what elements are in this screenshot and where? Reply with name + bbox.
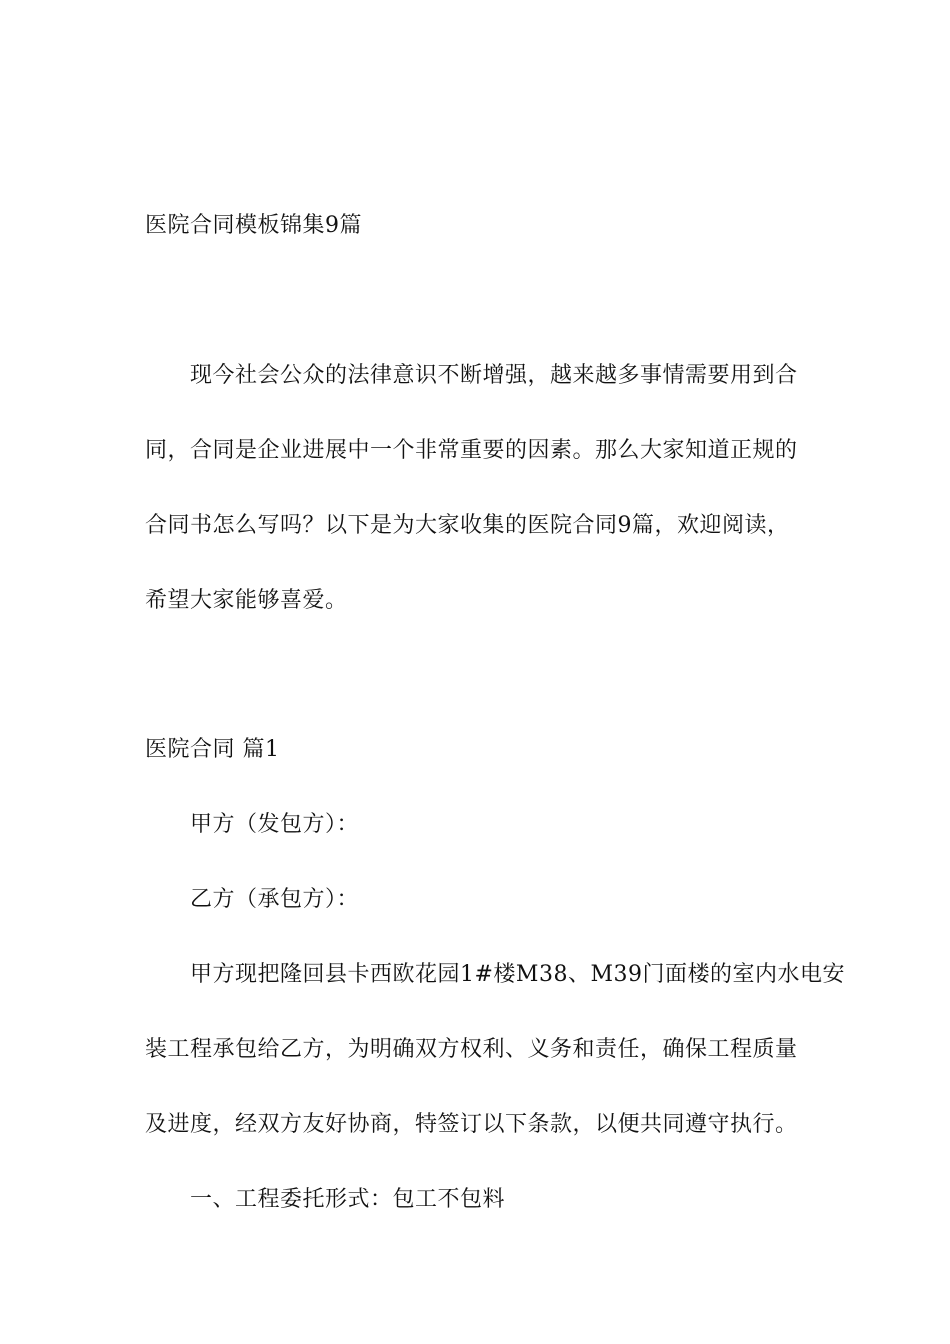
party-b-line: 乙方（承包方）： xyxy=(190,887,360,912)
intro-line-1: 现今社会公众的法律意识不断增强，越来越多事情需要用到合 xyxy=(190,363,798,388)
section-heading: 医院合同 篇1 xyxy=(145,737,280,762)
body-line-1: 甲方现把隆回县卡西欧花园1#楼M38、M39门面楼的室内水电安 xyxy=(190,962,845,987)
document-title: 医院合同模板锦集9篇 xyxy=(145,213,362,238)
clause-1: 一、工程委托形式：包工不包料 xyxy=(190,1187,506,1212)
intro-line-3: 合同书怎么写吗？以下是为大家收集的医院合同9篇，欢迎阅读， xyxy=(145,513,790,538)
body-line-2: 装工程承包给乙方，为明确双方权利、义务和责任，确保工程质量 xyxy=(145,1037,798,1062)
intro-line-2: 同，合同是企业进展中一个非常重要的因素。那么大家知道正规的 xyxy=(145,438,798,463)
party-a-line: 甲方（发包方）： xyxy=(190,812,360,837)
body-line-3: 及进度，经双方友好协商，特签订以下条款，以便共同遵守执行。 xyxy=(145,1112,798,1137)
intro-line-4: 希望大家能够喜爱。 xyxy=(145,588,348,613)
